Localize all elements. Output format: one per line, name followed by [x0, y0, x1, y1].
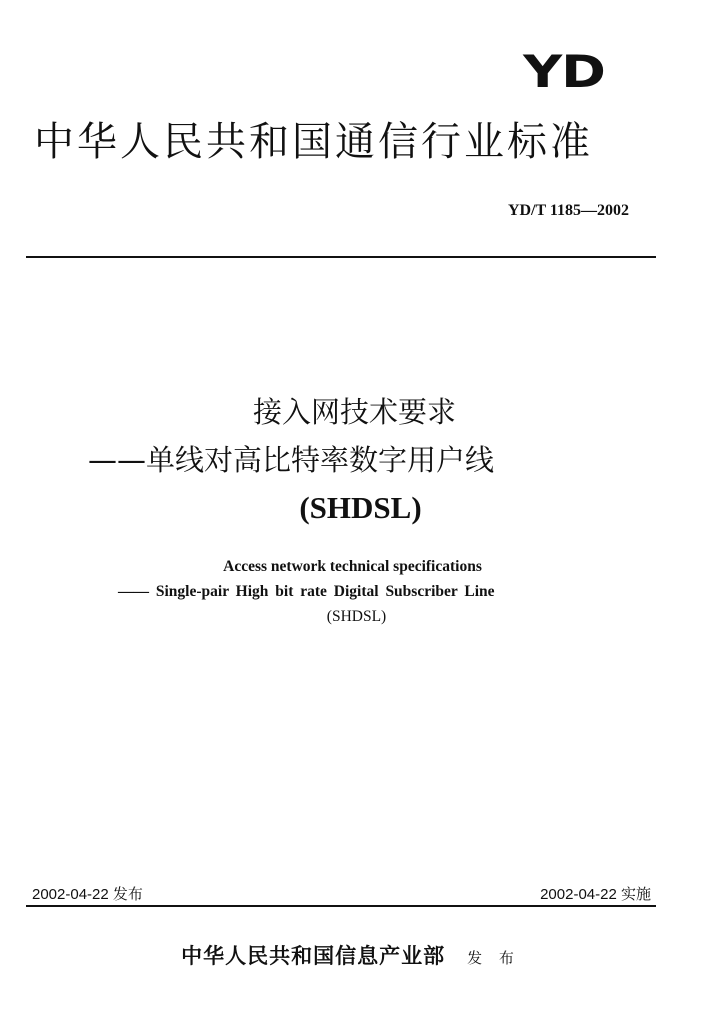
publisher-verb: 发 布 — [467, 949, 520, 967]
top-divider — [26, 256, 656, 258]
chinese-title-line-1: 接入网技术要求 — [252, 395, 456, 429]
standard-category-title: 中华人民共和国通信行业标准 — [34, 119, 593, 165]
chinese-title-line-2: ——单线对高比特率数字用户线 — [88, 443, 495, 477]
english-title-line-2: —— Single-pair High bit rate Digital Subscriber Line — [118, 583, 495, 600]
issue-date: 2002-04-22 发布 — [32, 886, 143, 903]
english-title-line-3: (SHDSL) — [326, 608, 387, 625]
implementation-date: 2002-04-22 实施 — [540, 886, 651, 903]
chinese-title-line-3: (SHDSL) — [299, 490, 422, 525]
publisher-line — [0, 940, 701, 970]
publisher-name: 中华人民共和国信息产业部 — [181, 943, 446, 968]
standard-number: YD/T 1185—2002 — [507, 202, 629, 219]
english-title-line-1: Access network technical specifications — [223, 558, 482, 575]
yd-logo: YD — [523, 45, 605, 98]
bottom-divider — [26, 905, 656, 907]
